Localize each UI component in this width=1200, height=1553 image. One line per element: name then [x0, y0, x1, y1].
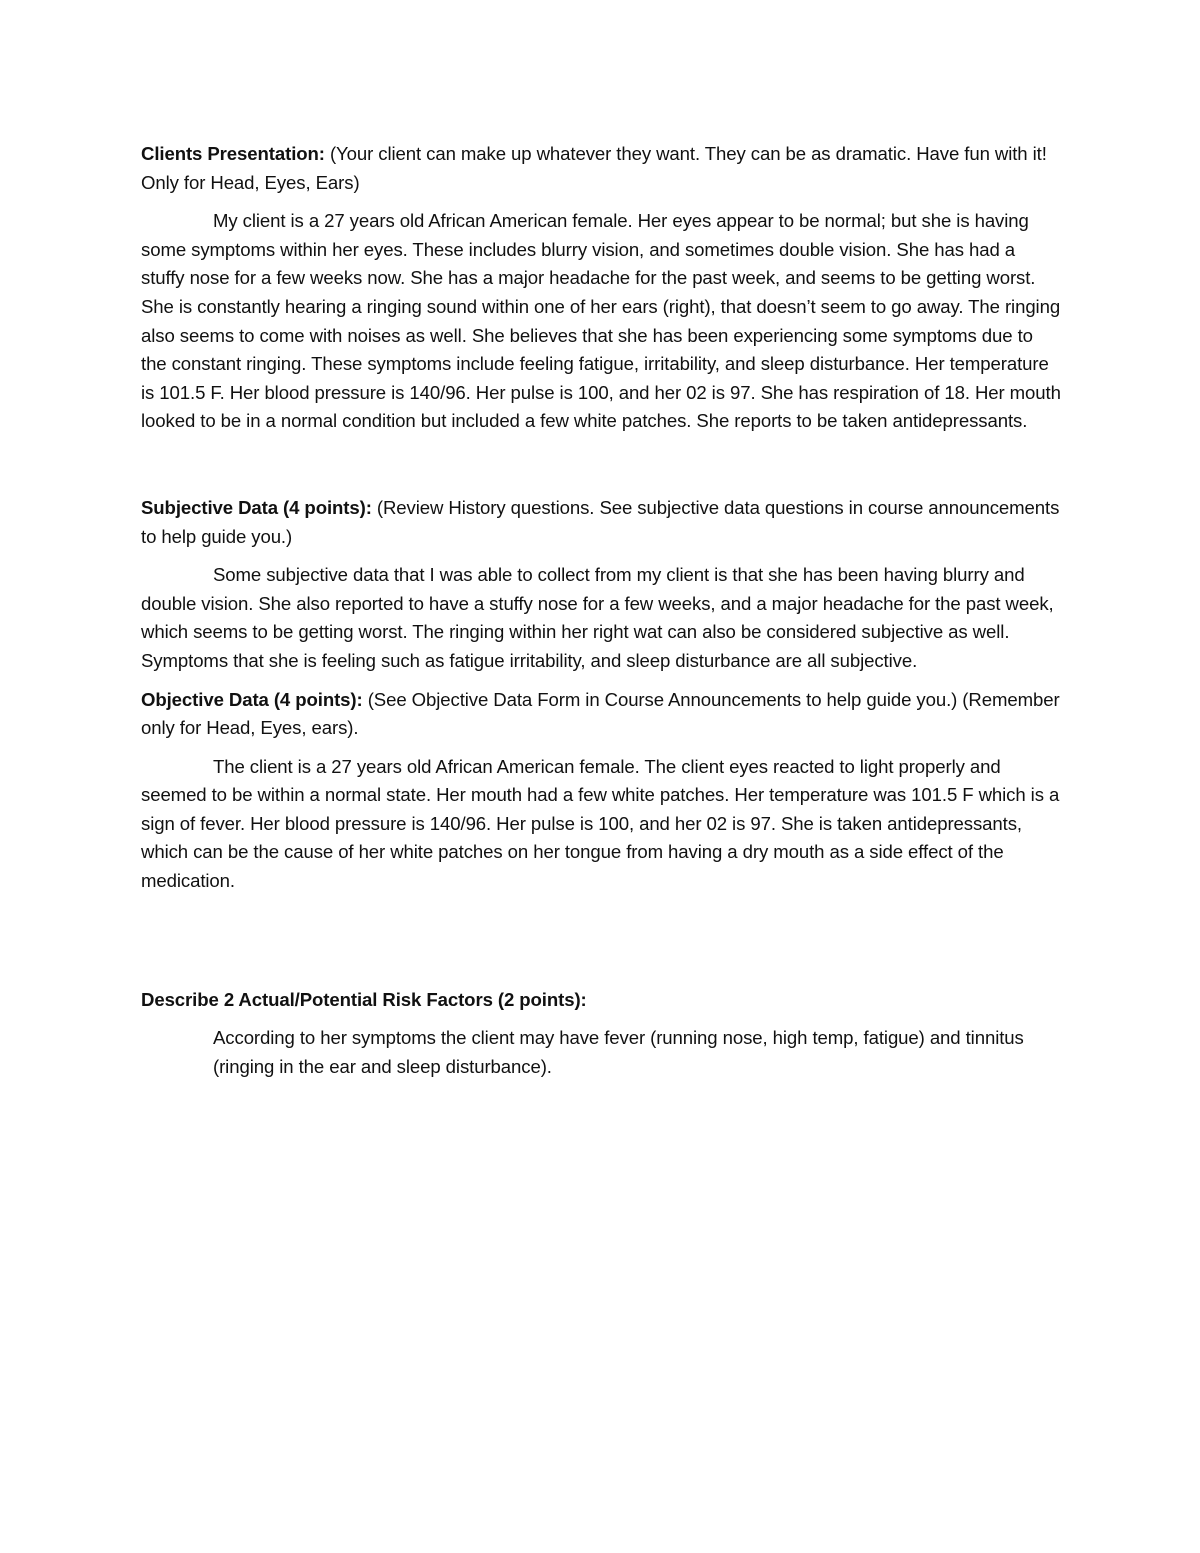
- spacer: [141, 896, 1061, 986]
- spacer: [141, 197, 1061, 207]
- presentation-label: Clients Presentation:: [141, 143, 325, 164]
- presentation-prompt: (Your client can make up whatever they want. They can be as dramatic. Have fun with it! Only for Head, Eyes, Ears): [141, 143, 1047, 193]
- subjective-heading: [141, 494, 1061, 551]
- subjective-body: Some subjective data that I was able to collect from my client is that she has been having blurry and double vision. She also reported to have a stuffy nose for a few weeks, and a major headache for the past week, which seems to be getting worst. The ringing within her right wat can also be considered subjective as well. Symptoms that she is feeling such as fatigue irritability, and sleep disturbance are all subjective.: [141, 564, 1054, 671]
- objective-prompt: (See Objective Data Form in Course Announcements to help guide you.) (Remember only for Head, Eyes, ears).: [141, 688, 1060, 739]
- presentation-body: My client is a 27 years old African American female. Her eyes appear to be normal; but she is having some symptoms within her eyes. These includes blurry vision, and sometimes double vision. She has had a stuffy nose for a few weeks now. She has a major headache for the past week, and seems to be getting worst. She is constantly hearing a ringing sound within one of her ears (right), that doesn’t seem to go away. The ringing also seems to come with noises as well. She believes that she has been experiencing some symptoms due to the constant ringing. These symptoms include feeling fatigue, irritability, and sleep disturbance. Her temperature is 101.5 F. Her blood pressure is 140/96. Her pulse is 100, and her 02 is 97. She has respiration of 18. Her mouth looked to be in a normal condition but included a few white patches. She reports to be taken antidepressants.: [141, 210, 1061, 432]
- risk-label: Describe 2 Actual/Potential Risk Factors (2 points):: [141, 988, 587, 1010]
- objective-body: The client is a 27 years old African American female. The client eyes reacted to light properly and seemed to be within a normal state. Her mouth had a few white patches. Her temperature was 101.5 F which is a sign of fever. Her blood pressure is 140/96. Her pulse is 100, and her 02 is 97. She is taken antidepressants, which can be the cause of her white patches on her tongue from having a dry mouth as a side effect of the medication.: [141, 755, 1060, 892]
- spacer: [141, 676, 1061, 686]
- risk-body: According to her symptoms the client may have fever (running nose, high temp, fatigue) and tinnitus (ringing in the ear and sleep disturbance).: [213, 1027, 1024, 1077]
- subjective-prompt: (Review History questions. See subjective data questions in course announcements to help guide you.): [141, 496, 1060, 547]
- spacer: [141, 551, 1061, 561]
- document-page: [141, 140, 1061, 1081]
- subjective-label: Subjective Data (4 points):: [141, 496, 372, 518]
- presentation-heading: [141, 140, 1061, 197]
- spacer: [141, 743, 1061, 753]
- spacer: [141, 1014, 1061, 1024]
- objective-label: Objective Data (4 points):: [141, 688, 363, 710]
- risk-heading: [141, 986, 1061, 1015]
- objective-heading: [141, 686, 1061, 743]
- spacer: [141, 436, 1061, 494]
